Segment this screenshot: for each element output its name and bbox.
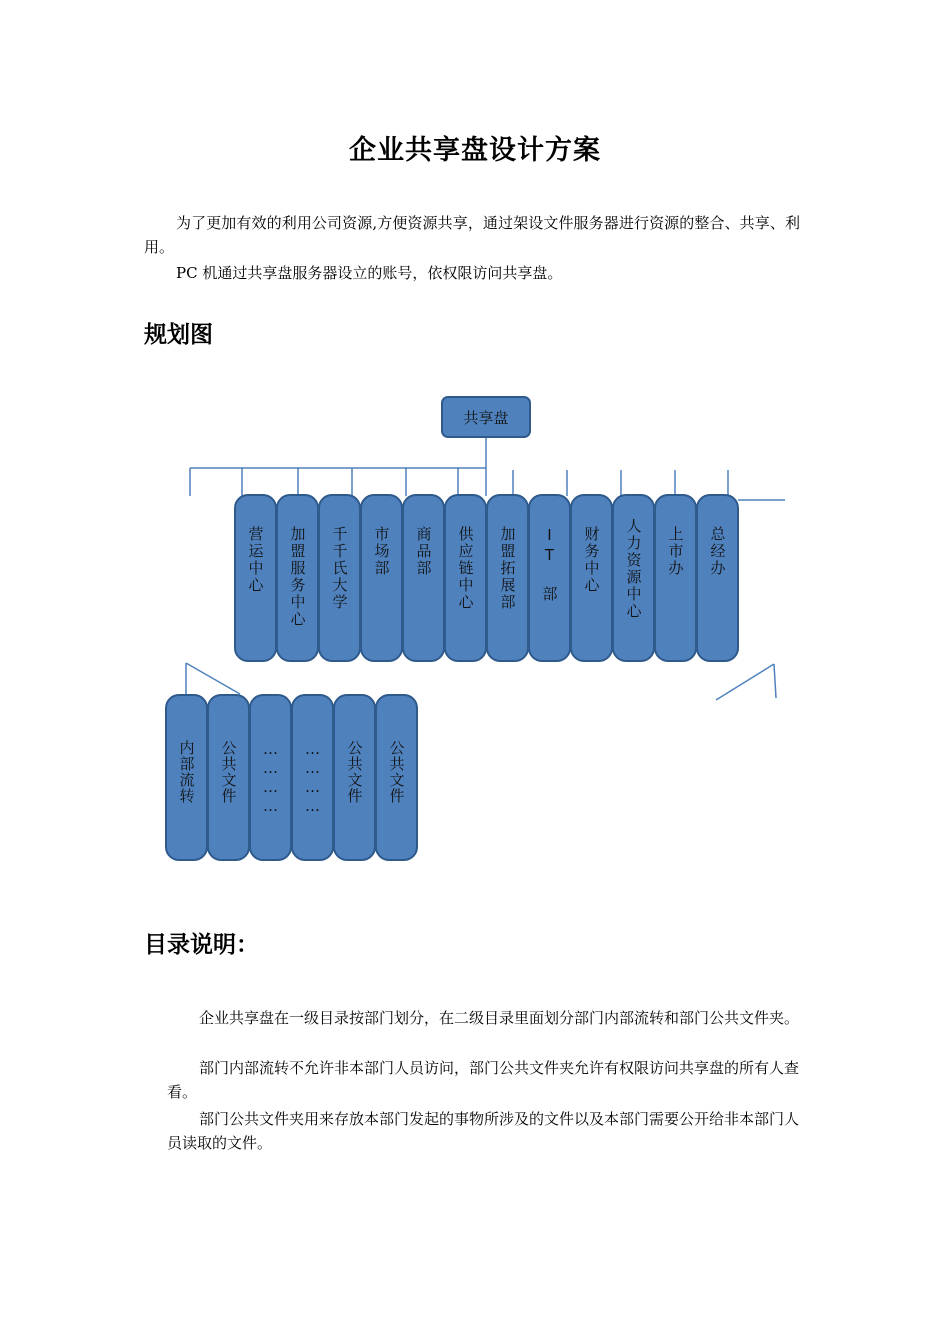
- subfolder-node: [249, 694, 292, 861]
- subfolder-label: 公共文件: [219, 740, 238, 804]
- department-node: [360, 494, 403, 662]
- section-heading-plan: 规划图: [144, 321, 213, 348]
- department-node: [234, 494, 277, 662]
- subfolder-node: [291, 694, 334, 861]
- subfolder-label: …………: [303, 740, 322, 816]
- department-label: 供应链中心: [456, 526, 475, 611]
- department-node: [276, 494, 319, 662]
- department-label: 财务中心: [582, 526, 601, 594]
- department-label: 上市办: [666, 526, 685, 577]
- department-label: IT 部: [540, 526, 559, 603]
- subfolder-node: [207, 694, 250, 861]
- department-label: 总经办: [708, 526, 727, 577]
- department-label: 千千氏大学: [330, 526, 349, 611]
- department-node: [654, 494, 697, 662]
- department-node: [528, 494, 571, 662]
- department-node: [402, 494, 445, 662]
- department-node: [318, 494, 361, 662]
- department-label: 加盟服务中心: [288, 526, 307, 628]
- description-paragraph-3: 部门公共文件夹用来存放本部门发起的事物所涉及的文件以及本部门需要公开给非本部门人员读取的文件。: [167, 1110, 800, 1152]
- subfolder-label: 内部流转: [177, 740, 196, 804]
- description-paragraph-2: 部门内部流转不允许非本部门人员访问，部门公共文件夹允许有权限访问共享盘的所有人查看。: [167, 1059, 800, 1101]
- department-label: 市场部: [372, 526, 391, 577]
- document-title: 企业共享盘设计方案: [349, 135, 601, 166]
- subfolder-label: 公共文件: [387, 740, 406, 804]
- department-label: 营运中心: [246, 526, 265, 594]
- subfolder-node: [375, 694, 418, 861]
- department-node: [696, 494, 739, 662]
- subfolder-node: [333, 694, 376, 861]
- department-node: [444, 494, 487, 662]
- root-node-shared-drive: 共享盘: [441, 396, 531, 438]
- department-node: [486, 494, 529, 662]
- intro-paragraph-2: PC 机通过共享盘服务器设立的账号，依权限访问共享盘。: [176, 264, 563, 282]
- department-node: [570, 494, 613, 662]
- section-heading-directory: 目录说明：: [144, 931, 259, 958]
- department-label: 商品部: [414, 526, 433, 577]
- department-label: 人力资源中心: [624, 518, 643, 620]
- description-paragraph-1: 企业共享盘在一级目录按部门划分，在二级目录里面划分部门内部流转和部门公共文件夹。: [199, 1009, 800, 1027]
- department-label: 加盟拓展部: [498, 526, 517, 611]
- department-node: [612, 494, 655, 662]
- subfolder-label: …………: [261, 740, 280, 816]
- subfolder-node: [165, 694, 208, 861]
- subfolder-label: 公共文件: [345, 740, 364, 804]
- intro-paragraph-1: 为了更加有效的利用公司资源,方便资源共享，通过架设文件服务器进行资源的整合、共享、利用。: [144, 214, 800, 256]
